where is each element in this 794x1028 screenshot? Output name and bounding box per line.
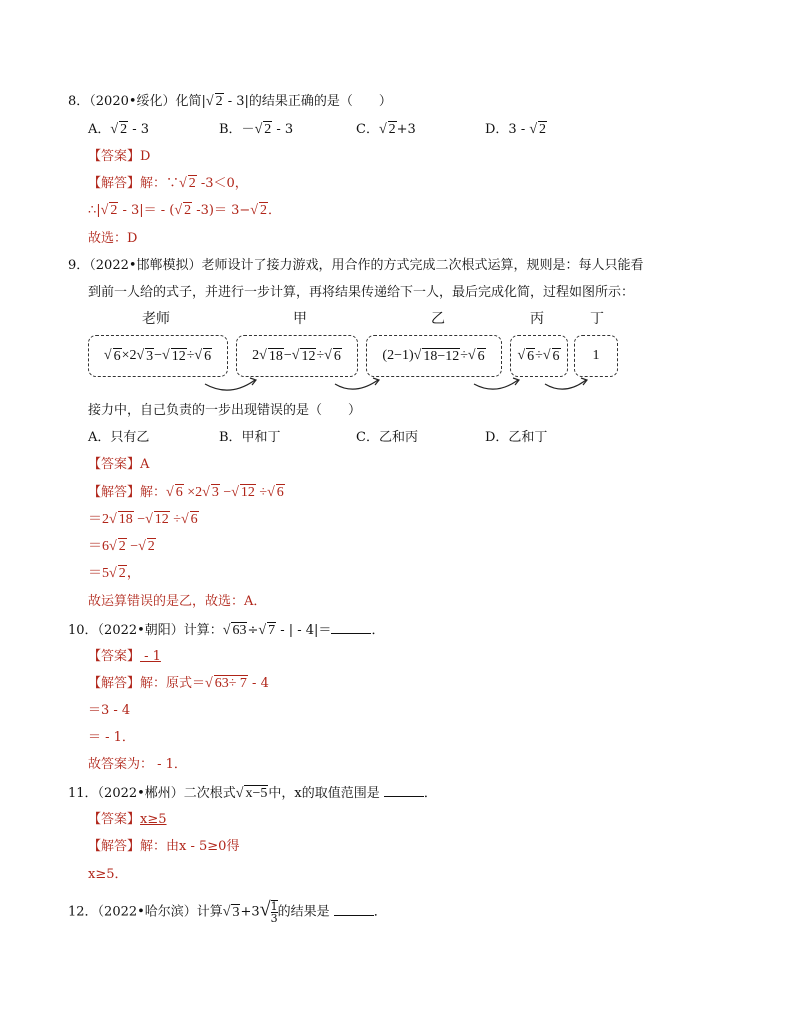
relay-box-bing: √ 6 ÷√ 6 <box>510 335 568 377</box>
q9-question: 接力中，自己负责的一步出现错误的是（ ） <box>88 403 362 418</box>
role-jia: 甲 <box>293 311 307 327</box>
q8-solution-2: ∴|√ 2 - 3|＝ - (√ 2 -3)＝ 3−√ 2． <box>88 203 281 218</box>
q10-solution-1: 【解答】解：原式＝√ 63÷ 7 - 4 <box>88 676 269 691</box>
q8-solution-1: 【解答】解：∵√ 2 -3＜0， <box>88 176 248 191</box>
q11-solution-2: x≥5． <box>88 867 128 882</box>
q9-solution-4: ＝5√ 2， <box>88 566 141 581</box>
q9-answer: 【答案】A <box>88 457 150 472</box>
q8-option-c: C．√ 2+3 <box>356 122 416 137</box>
q9-solution-2: ＝2√ 18 −√ 12 ÷√ 6 <box>88 512 198 527</box>
q8-option-a: A．√ 2 - 3 <box>88 122 150 137</box>
q11-stem: 11．（2022•郴州）二次根式√ x−5中，x的取值范围是 ． <box>68 786 437 801</box>
role-teacher: 老师 <box>142 311 170 327</box>
role-bing: 丙 <box>530 311 544 327</box>
q9-option-b: B．甲和丁 <box>219 430 281 445</box>
q11-solution-1: 【解答】解：由x - 5≥0得 <box>88 839 240 854</box>
q9-stem-line1: 9．（2022•邯郸模拟）老师设计了接力游戏，用合作的方式完成二次根式运算，规则是：每人只能看 <box>68 258 644 273</box>
answer-blank <box>384 784 424 797</box>
arrow-3 <box>474 380 518 389</box>
relay-box-jia: 2√ 18 −√ 12 ÷√ 6 <box>236 335 358 377</box>
q10-answer: 【答案】 - 1 <box>88 649 161 664</box>
fraction: $\frac{1}{3}$ <box>270 900 278 925</box>
q9-final: 故运算错误的是乙，故选：A． <box>88 594 267 609</box>
q10-solution-2: ＝3 - 4 <box>88 703 131 718</box>
q8-stem: 8．（2020•绥化）化简|√ 2 - 3|的结果正确的是（ ） <box>68 94 392 109</box>
q8-option-b: B．－√ 2 - 3 <box>219 122 294 137</box>
q9-option-d: D．乙和丁 <box>485 430 548 445</box>
q9-solution-1: 【解答】解：√ 6 ×2√ 3 −√ 12 ÷√ 6 <box>88 485 284 500</box>
q9-option-c: C．乙和丙 <box>356 430 418 445</box>
relay-box-yi: (2−1)√ 18−12 ÷√ 6 <box>366 335 502 377</box>
relay-box-teacher: √ 6 ×2√ 3 −√ 12 ÷√ 6 <box>88 335 228 377</box>
q9-solution-3: ＝6√ 2 −√ 2 <box>88 539 155 554</box>
q10-solution-3: ＝ - 1． <box>88 730 135 745</box>
q11-answer: 【答案】x≥5 <box>88 812 167 827</box>
arrow-4 <box>545 380 586 389</box>
q9-stem-line2: 到前一人给的式子，并进行一步计算，再将结果传递给下一人，最后完成化简，过程如图所示： <box>88 285 635 300</box>
q8-answer: 【答案】D <box>88 149 151 164</box>
arrow-1 <box>205 380 255 390</box>
answer-blank <box>334 903 374 916</box>
q8-final: 故选：D <box>88 231 138 246</box>
q9-option-a: A．只有乙 <box>88 430 150 445</box>
arrow-2 <box>335 380 378 389</box>
q10-stem: 10．（2022•朝阳）计算：√ 63÷√ 7 - | - 4|＝ ． <box>68 623 385 638</box>
answer-blank <box>331 621 371 634</box>
q8-option-d: D．3 - √ 2 <box>485 122 547 137</box>
role-ding: 丁 <box>590 311 604 327</box>
relay-box-ding: 1 <box>574 335 618 377</box>
q10-final: 故答案为： - 1． <box>88 757 187 772</box>
q12-stem: 12．（2022•哈尔滨）计算√ 3+3√ $\frac{1}{3}$ 的结果是 ． <box>68 898 387 925</box>
role-yi: 乙 <box>431 311 445 327</box>
